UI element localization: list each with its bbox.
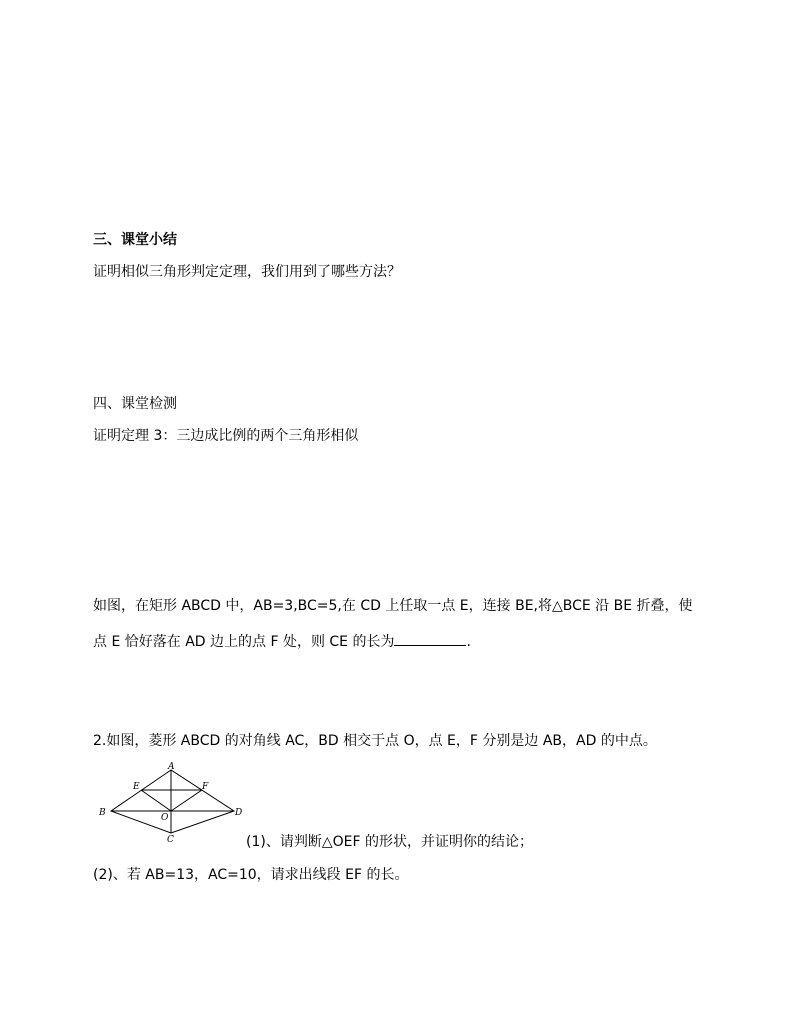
rhombus-figure xyxy=(93,762,243,842)
label-a: A xyxy=(168,762,175,772)
problem1-line2-text: 点 E 恰好落在 AD 边上的点 F 处，则 CE 的长为 xyxy=(93,634,395,650)
summary-heading: 三、课堂小结 xyxy=(93,232,177,248)
label-c: C xyxy=(167,835,174,842)
segment-fo xyxy=(171,790,202,811)
problem2-part2: (2)、若 AB=13，AC=10，请求出线段 EF 的长。 xyxy=(93,867,409,883)
segment-eo xyxy=(141,790,171,811)
problem1-line2 xyxy=(93,631,471,652)
label-o: O xyxy=(161,813,169,823)
problem2-intro: 2.如图，菱形 ABCD 的对角线 AC，BD 相交于点 O，点 E，F 分别是边 AB，AD 的中点。 xyxy=(93,733,657,749)
check-theorem: 证明定理 3：三边成比例的两个三角形相似 xyxy=(93,428,359,444)
problem1-line2-end: . xyxy=(466,634,471,650)
answer-blank xyxy=(394,631,466,646)
label-f: F xyxy=(202,782,209,792)
label-d: D xyxy=(235,808,243,818)
label-e: E xyxy=(133,782,140,792)
label-b: B xyxy=(99,808,106,818)
problem2-part1: (1)、请判断△OEF 的形状，并证明你的结论； xyxy=(246,834,533,850)
summary-question: 证明相似三角形判定定理，我们用到了哪些方法？ xyxy=(93,264,401,280)
problem1-line1: 如图，在矩形 ABCD 中，AB=3,BC=5,在 CD 上任取一点 E，连接 BE,将△BCE 沿 BE 折叠，使 xyxy=(93,598,693,614)
check-heading: 四、课堂检测 xyxy=(93,396,177,412)
rhombus-outline xyxy=(111,770,234,833)
